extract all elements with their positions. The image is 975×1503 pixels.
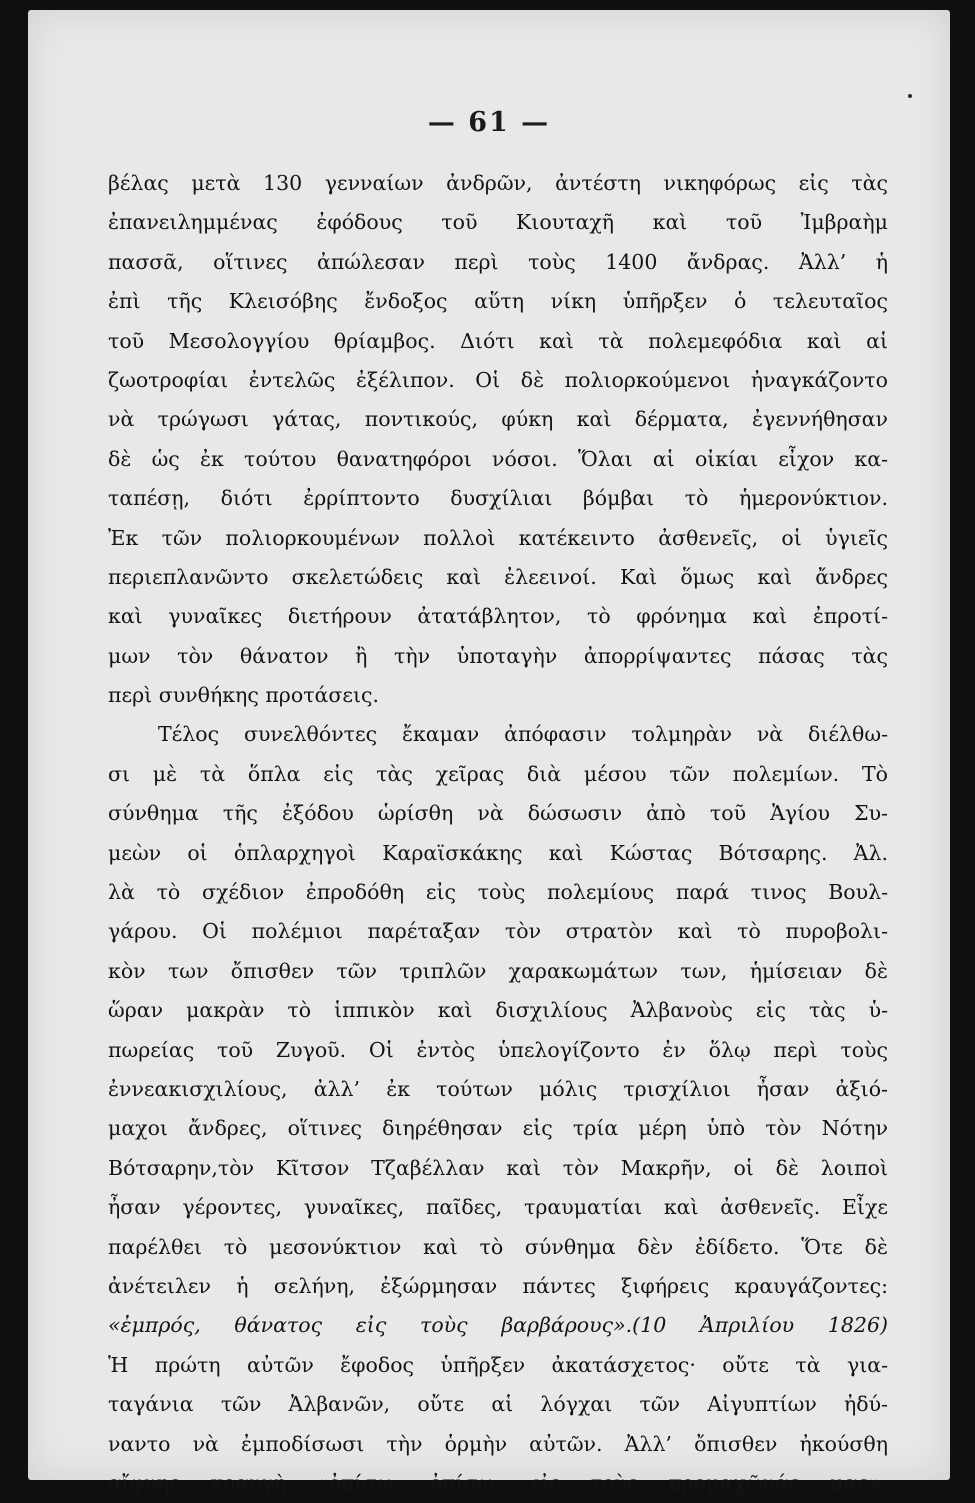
text-line: σι μὲ τὰ ὅπλα εἰς τὰς χεῖρας διὰ μέσου τῶν πολεμίων. Τὸ <box>108 761 888 786</box>
text-line: μαχοι ἄνδρες, οἵτινες διηρέθησαν εἰς τρία μέρη ὑπὸ τὸν Νότην <box>108 1116 888 1141</box>
text-line-paragraph-end: περὶ συνθήκης προτάσεις. <box>108 683 380 708</box>
text-line: ἦσαν γέροντες, γυναῖκες, παῖδες, τραυματίαι καὶ ἀσθενεῖς. Εἶχε <box>108 1195 888 1220</box>
text-line: μων τὸν θάνατον ἢ τὴν ὑποταγὴν ἀπορρίψαντες πάσας τὰς <box>108 643 888 668</box>
text-line: ἐπὶ τῆς Κλεισόβης ἔνδοξος αὕτη νίκη ὑπῆρξεν ὁ τελευταῖος <box>108 289 888 314</box>
text-line: δὲ ὡς ἐκ τούτου θανατηφόροι νόσοι. Ὅλαι αἱ οἰκίαι εἶχον κα- <box>108 446 888 471</box>
text-line: ἀνέτειλεν ἡ σελήνη, ἐξώρμησαν πάντες ξιφήρεις κραυγάζοντες: <box>108 1273 888 1298</box>
text-line-paragraph-start: Τέλος συνελθόντες ἔκαμαν ἀπόφασιν τολμηρὰν νὰ διέλθω- <box>158 722 888 747</box>
text-line: μεὼν οἱ ὁπλαρχηγοὶ Καραϊσκάκης καὶ Κώστας Βότσαρης. Ἀλ. <box>108 840 888 865</box>
text-line: ταγάνια τῶν Ἀλβανῶν, οὔτε αἱ λόγχαι τῶν Αἰγυπτίων ἠδύ- <box>108 1392 888 1417</box>
text-line: λὰ τὸ σχέδιον ἐπροδόθη εἰς τοὺς πολεμίους παρά τινος Βουλ- <box>108 880 888 905</box>
text-line: ὥραν μακρὰν τὸ ἱππικὸν καὶ δισχιλίους Ἀλβανοὺς εἰς τὰς ὑ- <box>108 998 888 1023</box>
text-line: κὸν των ὄπισθεν τῶν τριπλῶν χαρακωμάτων των, ἡμίσειαν δὲ <box>108 958 888 983</box>
body-text <box>108 164 888 1503</box>
text-line: ναντο νὰ ἐμποδίσωσι τὴν ὁρμὴν αὐτῶν. Ἀλλ’ ὄπισθεν ἠκούσθη <box>108 1431 888 1456</box>
text-line: Ἐκ τῶν πολιορκουμένων πολλοὶ κατέκειντο ἀσθενεῖς, οἱ ὑγιεῖς <box>108 525 888 550</box>
text-line: ἐννεακισχιλίους, ἀλλ’ ἐκ τούτων μόλις τρισχίλιοι ἦσαν ἀξιό- <box>108 1076 888 1101</box>
text-line: τοῦ Μεσολογγίου θρίαμβος. Διότι καὶ τὰ πολεμεφόδια καὶ αἱ <box>108 328 888 353</box>
text-line: περιεπλανῶντο σκελετώδεις καὶ ἐλεεινοί. Καὶ ὅμως καὶ ἄνδρες <box>108 564 888 589</box>
text-line: ἐπανειλημμένας ἐφόδους τοῦ Κιουταχῆ καὶ τοῦ Ἰμβραὴμ <box>108 210 888 235</box>
text-line: καὶ γυναῖκες διετήρουν ἀτατάβλητον, τὸ φρόνημα καὶ ἐπροτί- <box>108 604 888 629</box>
text-line: νὰ τρώγωσι γάτας, ποντικούς, φύκη καὶ δέρματα, ἐγεννήθησαν <box>108 407 888 432</box>
text-line: Βότσαρην,τὸν Κῖτσον Τζαβέλλαν καὶ τὸν Μακρῆν, οἱ δὲ λοιποὶ <box>108 1155 888 1180</box>
page-number: — 61 — <box>427 107 551 138</box>
text-line: Ἡ πρώτη αὐτῶν ἔφοδος ὑπῆρξεν ἀκατάσχετος· οὔτε τὰ για- <box>108 1352 888 1377</box>
text-line: σύνθημα τῆς ἐξόδου ὡρίσθη νὰ δώσωσιν ἀπὸ τοῦ Ἁγίου Συ- <box>108 801 888 826</box>
text-line: πωρείας τοῦ Ζυγοῦ. Οἱ ἐντὸς ὑπελογίζοντο ἐν ὅλῳ περὶ τοὺς <box>108 1037 888 1062</box>
text-line-quote: «ἐμπρός, θάνατος εἰς τοὺς βαρβάρους».(10 Ἀπριλίου 1826) <box>108 1313 888 1338</box>
text-line: παρέλθει τὸ μεσονύκτιον καὶ τὸ σύνθημα δὲν ἐδίδετο. Ὅτε δὲ <box>108 1234 888 1259</box>
text-line: ζωοτροφίαι ἐντελῶς ἐξέλιπον. Οἱ δὲ πολιορκούμενοι ἠναγκάζοντο <box>108 367 888 392</box>
text-line: ταπέσῃ, διότι ἐρρίπτοντο δυσχίλιαι βόμβαι τὸ ἡμερονύκτιον. <box>108 486 888 511</box>
speck-mark <box>908 94 912 98</box>
text-line: πασσᾶ, οἵτινες ἀπώλεσαν περὶ τοὺς 1400 ἄνδρας. Ἀλλ’ ἡ <box>108 249 888 274</box>
text-line: γάρου. Οἱ πολέμιοι παρέταξαν τὸν στρατὸν καὶ τὸ πυροβολι- <box>108 919 888 944</box>
text-line: βέλας μετὰ 130 γενναίων ἀνδρῶν, ἀντέστη νικηφόρως εἰς τὰς <box>108 171 888 195</box>
text-line: αἴφνης κραυγὴ «ὀπίσω, ὀπίσω, εἰς τοὺς προμαχῶνάς μας». <box>108 1470 888 1495</box>
book-page <box>28 10 950 1495</box>
